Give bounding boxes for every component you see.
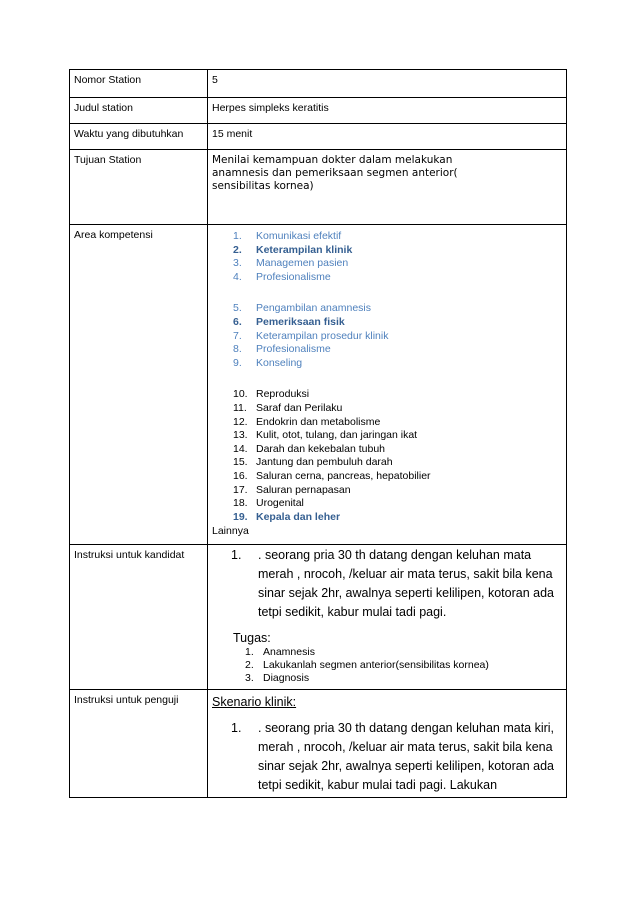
- list-text: Konseling: [256, 356, 303, 369]
- list-text: Anamnesis: [263, 646, 315, 659]
- list-item: [212, 388, 562, 402]
- list-item: [212, 230, 562, 244]
- tujuan-value: [208, 150, 567, 225]
- list-text: Saluran pernapasan: [256, 483, 351, 496]
- competency-list-3: [212, 388, 562, 524]
- row-instruksi-kandidat: [70, 545, 567, 690]
- list-number: 5.: [233, 302, 242, 315]
- list-number: 4.: [233, 270, 242, 283]
- list-number: 2.: [233, 243, 242, 256]
- kandidat-list: [212, 546, 562, 622]
- list-number: 18.: [233, 497, 248, 510]
- list-item: [212, 316, 562, 330]
- list-item: [212, 330, 562, 344]
- list-number: 1.: [231, 721, 242, 736]
- list-text: Komunikasi efektif: [256, 230, 342, 242]
- list-number: 2.: [245, 659, 254, 672]
- instruksi-kandidat-label: Instruksi untuk kandidat: [70, 545, 208, 690]
- list-item: [212, 244, 562, 258]
- list-item: [212, 429, 562, 443]
- list-item: [212, 302, 562, 316]
- list-item: [212, 357, 562, 371]
- list-item: [212, 470, 562, 484]
- instruksi-penguji-value: [208, 690, 567, 798]
- list-text: Darah dan kekebalan tubuh: [256, 442, 386, 455]
- list-number: 14.: [233, 442, 248, 455]
- judul-station-value: Herpes simpleks keratitis: [208, 98, 567, 124]
- list-number: 13.: [233, 429, 248, 442]
- list-text: Lakukanlah segmen anterior(sensibilitas kornea): [263, 659, 489, 672]
- list-text: Profesionalisme: [256, 343, 331, 356]
- list-item: [233, 659, 562, 672]
- waktu-value: 15 menit: [208, 124, 567, 150]
- list-item: [212, 546, 562, 622]
- row-waktu: [70, 124, 567, 150]
- row-tujuan: [70, 150, 567, 225]
- list-text: Kulit, otot, tulang, dan jaringan ikat: [256, 429, 418, 442]
- list-text: Kepala dan leher: [256, 510, 341, 523]
- list-number: 6.: [233, 315, 242, 328]
- area-label: Area kompetensi: [70, 225, 208, 545]
- list-item: [212, 443, 562, 457]
- list-item: [212, 271, 562, 285]
- list-item: [212, 343, 562, 357]
- skenario-label: Skenario klinik:: [212, 695, 297, 710]
- list-number: 17.: [233, 483, 248, 496]
- list-number: 3.: [245, 672, 254, 685]
- list-text: Jantung dan pembuluh darah: [256, 456, 393, 469]
- list-number: 1.: [233, 230, 242, 242]
- list-item: [212, 719, 562, 795]
- list-text: Pemeriksaan fisik: [256, 315, 345, 328]
- list-text: Managemen pasien: [256, 257, 349, 270]
- list-number: 7.: [233, 329, 242, 342]
- row-instruksi-penguji: [70, 690, 567, 798]
- judul-station-label: Judul station: [70, 98, 208, 124]
- list-number: 19.: [233, 510, 248, 523]
- waktu-label: Waktu yang dibutuhkan: [70, 124, 208, 150]
- area-value: [208, 225, 567, 545]
- list-item: [212, 416, 562, 430]
- list-item: [212, 257, 562, 271]
- list-number: 9.: [233, 356, 242, 369]
- list-item: [233, 646, 562, 659]
- list-text: Saraf dan Perilaku: [256, 401, 343, 414]
- list-text: Keterampilan prosedur klinik: [256, 329, 389, 342]
- instruksi-kandidat-value: [208, 545, 567, 690]
- list-text: Endokrin dan metabolisme: [256, 415, 381, 428]
- list-item: [212, 456, 562, 470]
- lainnya-text: Lainnya: [212, 525, 249, 538]
- list-number: 15.: [233, 456, 248, 469]
- list-item: [212, 511, 562, 525]
- list-number: 1.: [245, 646, 254, 659]
- instruksi-penguji-label: Instruksi untuk penguji: [70, 690, 208, 798]
- station-table: [69, 69, 567, 798]
- tugas-label: Tugas:: [233, 631, 271, 646]
- kandidat-scenario-text: . seorang pria 30 th datang dengan keluhan mata merah , nrocoh, /keluar air mata terus, sakit bila kena sinar sejak 2hr, awalnya seperti kelilipen, kotoran ada tetpi sedikit, kabur mulai tadi pagi.: [258, 548, 555, 620]
- list-item: [212, 402, 562, 416]
- list-text: Reproduksi: [256, 388, 310, 401]
- row-judul-station: [70, 98, 567, 124]
- tujuan-line: sensibilitas kornea): [212, 180, 314, 192]
- row-nomor-station: [70, 70, 567, 98]
- tujuan-label: Tujuan Station: [70, 150, 208, 225]
- list-text: Saluran cerna, pancreas, hepatobilier: [256, 469, 431, 482]
- list-number: 16.: [233, 469, 248, 482]
- list-number: 3.: [233, 257, 242, 270]
- list-text: Diagnosis: [263, 672, 310, 685]
- row-area-kompetensi: [70, 225, 567, 545]
- list-text: Urogenital: [256, 497, 304, 510]
- list-item: [212, 497, 562, 511]
- list-number: 1.: [231, 548, 242, 563]
- nomor-station-value: 5: [208, 70, 567, 98]
- tujuan-line: Menilai kemampuan dokter dalam melakukan: [212, 154, 453, 166]
- penguji-scenario-text: . seorang pria 30 th datang dengan keluhan mata kiri, merah , nrocoh, /keluar air mata terus, sakit bila kena sinar sejak 2hr, awalnya seperti kelilipen, kotoran ada tetpi sedikit, kabur mulai tadi pagi. Lakukan: [258, 721, 555, 793]
- list-item: [233, 672, 562, 685]
- list-number: 11.: [233, 401, 247, 414]
- list-number: 10.: [233, 388, 248, 401]
- competency-list-2: [212, 302, 562, 370]
- list-number: 8.: [233, 343, 242, 356]
- list-item: [212, 484, 562, 498]
- tujuan-line: anamnesis dan pemeriksaan segmen anterior(: [212, 167, 458, 179]
- competency-list-1: [212, 230, 562, 284]
- list-text: Keterampilan klinik: [256, 243, 353, 256]
- tugas-list: [233, 646, 562, 685]
- list-text: Pengambilan anamnesis: [256, 302, 371, 315]
- list-text: Profesionalisme: [256, 270, 331, 283]
- list-number: 12.: [233, 415, 248, 428]
- penguji-list: [212, 719, 562, 795]
- nomor-station-label: Nomor Station: [70, 70, 208, 98]
